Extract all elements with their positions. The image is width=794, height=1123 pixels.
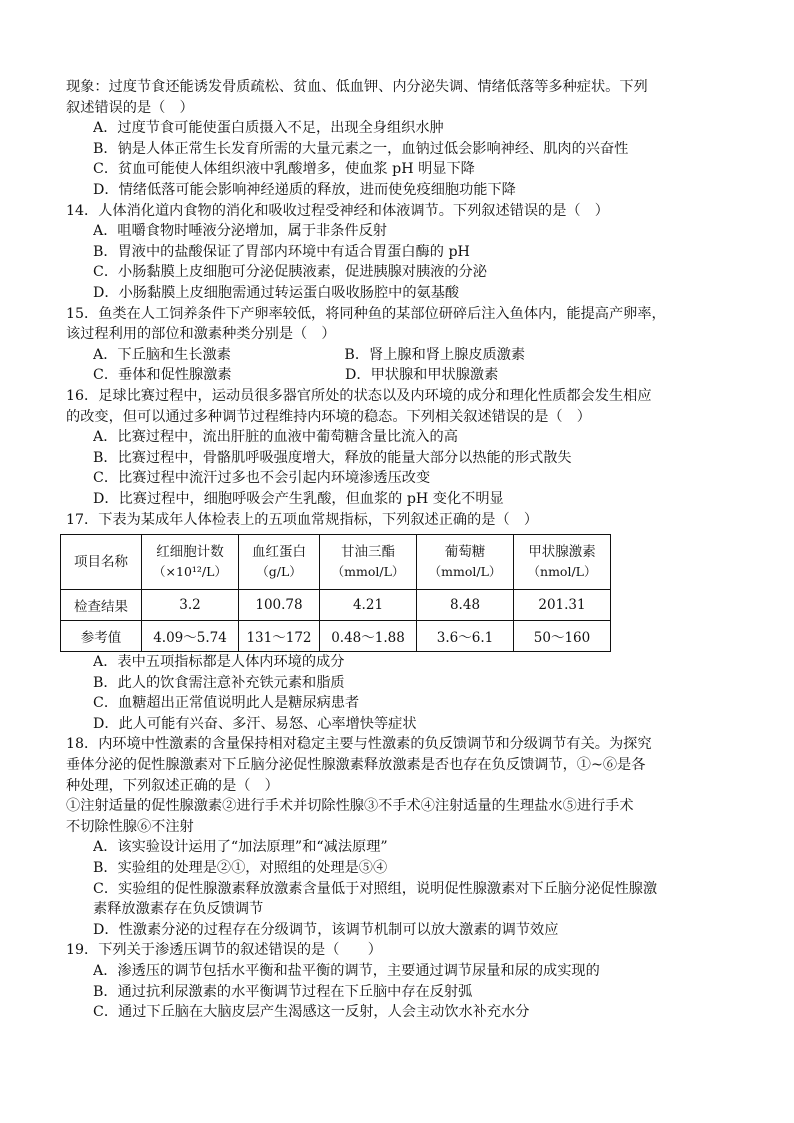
table-header-cell: 血红蛋白 （g/L）	[239, 535, 320, 590]
answer-option-line: D．比赛过程中，细胞呼吸会产生乳酸，但血浆的 pH 变化不明显	[93, 491, 504, 507]
question-text-line: 17．下表为某成年人体检表上的五项血常规指标，下列叙述正确的是（ ）	[66, 511, 539, 528]
table-header-cell: 项目名称	[61, 535, 142, 590]
answer-option-line: D．性激素分泌的过程存在分级调节，该调节机制可以放大激素的调节效应	[93, 921, 559, 938]
answer-option-line: D．情绪低落可能会影响神经递质的释放，进而使免疫细胞功能下降	[93, 182, 516, 198]
answer-option-line: D．此人可能有兴奋、多汗、易怒、心率增快等症状	[93, 715, 417, 732]
answer-option-line: A．该实验设计运用了“加法原理”和“减法原理”	[93, 839, 388, 856]
answer-option-line: B．比赛过程中，骨骼肌呼吸强度增大，释放的能量大部分以热能的形式散失	[93, 449, 572, 466]
question-text-line: 叙述错误的是（ ）	[66, 99, 194, 116]
answer-option-line: C．血糖超出正常值说明此人是糖尿病患者	[93, 695, 360, 712]
table-cell: 检查结果	[61, 590, 142, 621]
question-text-line: 18．内环境中性激素的含量保持相对稳定主要与性激素的负反馈调节和分级调节有关。为探究	[66, 736, 652, 753]
answer-option-line: B．钠是人体正常生长发育所需的大量元素之一，血钠过低会影响神经、肌肉的兴奋性	[93, 140, 629, 157]
table-cell: 131～172	[239, 621, 320, 652]
table-row	[61, 590, 611, 621]
answer-option-line: B．胃液中的盐酸保证了胃部内环境中有适合胃蛋白酶的 pH	[93, 243, 470, 260]
table-header-row	[61, 535, 611, 590]
question-text-line: 现象：过度节食还能诱发骨质疏松、贫血、低血钾、内分泌失调、情绪低落等多种症状。下列	[66, 79, 648, 95]
answer-option-line: A．咀嚼食物时唾液分泌增加，属于非条件反射	[93, 223, 387, 240]
table-header-cell: 红细胞计数 （×10¹²/L）	[142, 535, 239, 590]
answer-option-line: A．表中五项指标都是人体内环境的成分	[93, 654, 345, 670]
table-header-cell: 葡萄糖 （mmol/L）	[417, 535, 514, 590]
answer-option-line: 素释放激素存在负反馈调节	[93, 901, 264, 918]
question-text-line: 种处理，下列叙述正确的是（ ）	[66, 777, 279, 794]
table-cell: 50～160	[514, 621, 611, 652]
table-cell: 3.6～6.1	[417, 621, 514, 652]
table-cell: 0.48～1.88	[320, 621, 417, 652]
question-text-line: 15．鱼类在人工饲养条件下产卵率较低，将同种鱼的某部位研碎后注入鱼体内，能提高产卵率，	[66, 305, 666, 322]
table-row	[61, 621, 611, 652]
answer-option-line: B．通过抗利尿激素的水平衡调节过程在下丘脑中存在反射弧	[93, 983, 473, 1000]
answer-option-line: C．小肠黏膜上皮细胞可分泌促胰液素，促进胰腺对胰液的分泌	[93, 264, 487, 281]
question-text-line: 14．人体消化道内食物的消化和吸收过程受神经和体液调节。下列叙述错误的是（ ）	[66, 202, 609, 219]
table-header-cell: 甘油三酯 （mmol/L）	[320, 535, 417, 590]
table-cell: 100.78	[239, 590, 320, 621]
question-text-line: ①注射适量的促性腺激素②进行手术并切除性腺③不手术④注射适量的生理盐水⑤进行手术	[66, 798, 634, 815]
answer-option-line: A．渗透压的调节包括水平衡和盐平衡的调节，主要通过调节尿量和尿的成实现的	[93, 963, 600, 979]
question-text-line: 不切除性腺⑥不注射	[66, 818, 194, 835]
question-text-line: 19．下列关于渗透压调节的叙述错误的是（ ）	[66, 942, 382, 959]
answer-option-line: C．比赛过程中流汗过多也不会引起内环境渗透压改变	[93, 470, 431, 487]
table-cell: 4.21	[320, 590, 417, 621]
answer-option-line: C．通过下丘脑在大脑皮层产生渴感这一反射，人会主动饮水补充水分	[93, 1004, 530, 1021]
question-text-line: 垂体分泌的促性腺激素对下丘脑分泌促性腺激素释放激素是否也存在负反馈调节，①~⑥是各	[66, 757, 646, 773]
question-text-line: 该过程利用的部位和激素种类分别是（ ）	[66, 326, 336, 343]
table-cell: 201.31	[514, 590, 611, 621]
question-text-line: 16．足球比赛过程中，运动员很多器官所处的状态以及内环境的成分和理化性质都会发生相应	[66, 388, 652, 404]
table-cell: 参考值	[61, 621, 142, 652]
table-cell: 3.2	[142, 590, 239, 621]
answer-option-line: B．实验组的处理是②①，对照组的处理是⑤④	[93, 860, 388, 876]
question-text-line: 的改变，但可以通过多种调节过程维持内环境的稳态。下列相关叙述错误的是（ ）	[66, 408, 591, 425]
answer-option-line: C．垂体和促性腺激素 D．甲状腺和甲状腺激素	[93, 367, 499, 384]
answer-option-line: B．此人的饮食需注意补充铁元素和脂质	[93, 674, 345, 691]
answer-option-line: D．小肠黏膜上皮细胞需通过转运蛋白吸收肠腔中的氨基酸	[93, 285, 460, 301]
table-cell: 8.48	[417, 590, 514, 621]
table-header-cell: 甲状腺激素 （nmol/L）	[514, 535, 611, 590]
answer-option-line: C．贫血可能使人体组织液中乳酸增多，使血浆 pH 明显下降	[93, 161, 475, 178]
table-cell: 4.09～5.74	[142, 621, 239, 652]
blood-test-table	[60, 534, 611, 652]
answer-option-line: C．实验组的促性腺激素释放激素含量低于对照组，说明促性腺激素对下丘脑分泌促性腺激	[93, 880, 658, 897]
answer-option-line: A．过度节食可能使蛋白质摄入不足，出现全身组织水肿	[93, 120, 444, 137]
answer-option-line: A．比赛过程中，流出肝脏的血液中葡萄糖含量比流入的高	[93, 429, 458, 446]
answer-option-line: A．下丘脑和生长激素 B．肾上腺和肾上腺皮质激素	[93, 346, 526, 363]
